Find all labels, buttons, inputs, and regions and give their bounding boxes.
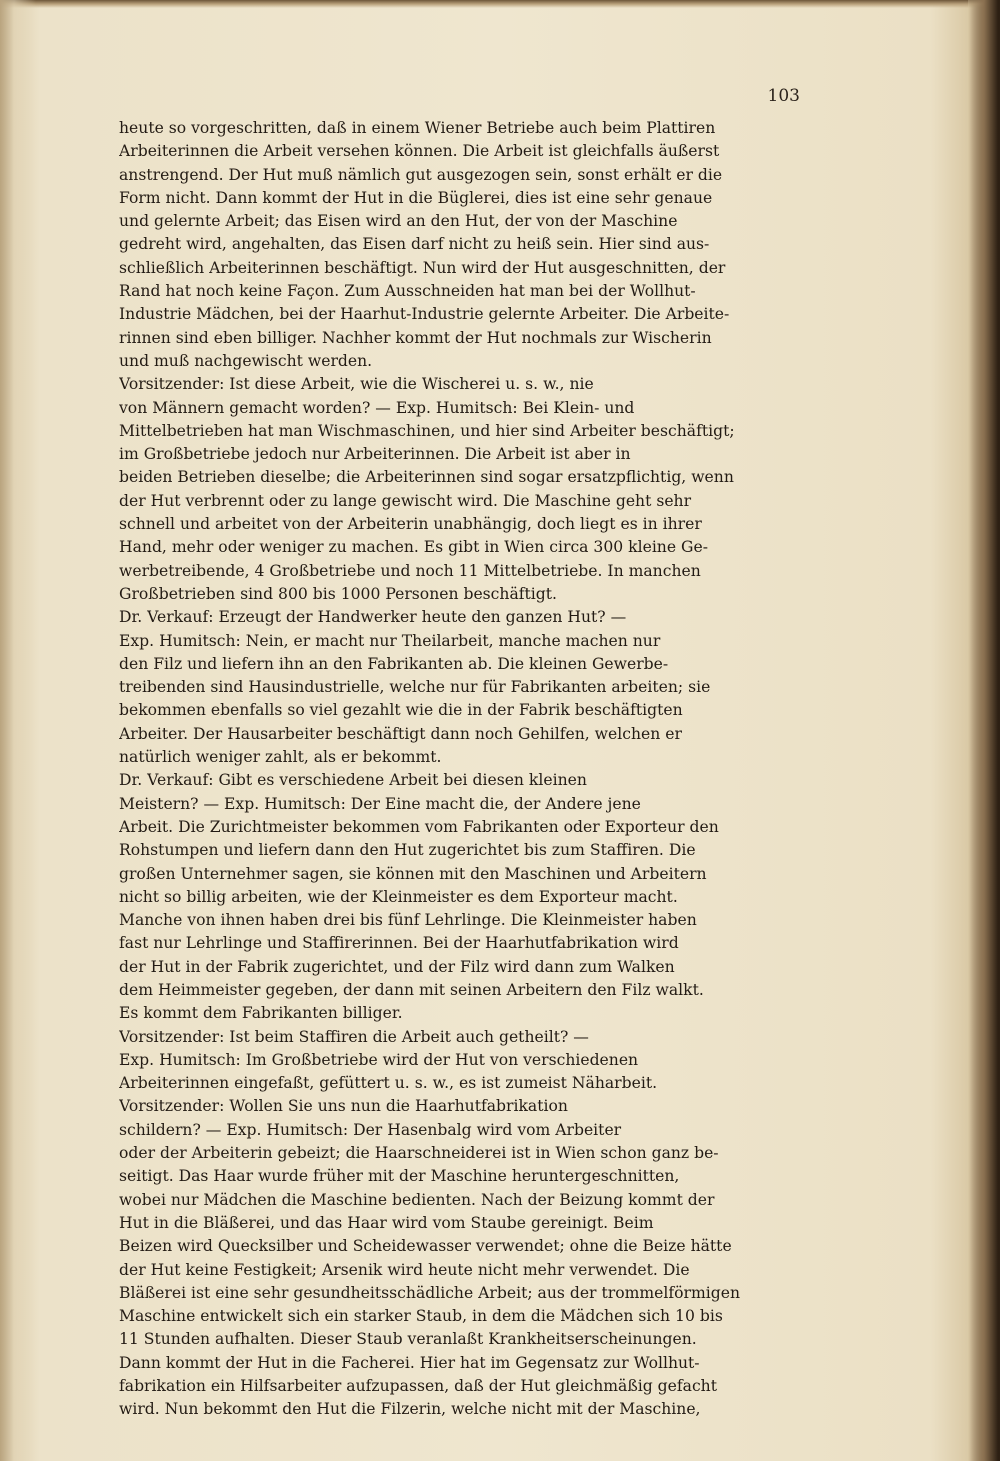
text-line: Großbetrieben sind 800 bis 1000 Personen beschäftigt. bbox=[119, 584, 557, 603]
body-text bbox=[119, 117, 809, 1422]
text-line: von Männern gemacht worden? — Exp. Humitsch: Bei Klein- und bbox=[119, 398, 635, 417]
text-line: 11 Stunden aufhalten. Dieser Staub veranlaßt Krankheitserscheinungen. bbox=[119, 1330, 697, 1349]
text-line: nicht so billig arbeiten, wie der Kleinmeister es dem Exporteur macht. bbox=[119, 887, 678, 906]
page-right-edge bbox=[968, 0, 1000, 1461]
text-line: und muß nachgewischt werden. bbox=[119, 351, 373, 370]
text-line: Dr. Verkauf: Erzeugt der Handwerker heute den ganzen Hut? — bbox=[119, 608, 627, 627]
text-line: schließlich Arbeiterinnen beschäftigt. Nun wird der Hut ausgeschnitten, der bbox=[119, 258, 726, 277]
text-line: großen Unternehmer sagen, sie können mit den Maschinen und Arbeitern bbox=[119, 864, 707, 883]
text-line: treibenden sind Hausindustrielle, welche nur für Fabrikanten arbeiten; sie bbox=[119, 678, 711, 697]
text-line: anstrengend. Der Hut muß nämlich gut ausgezogen sein, sonst erhält er die bbox=[119, 165, 723, 184]
text-line: Meistern? — Exp. Humitsch: Der Eine macht die, der Andere jene bbox=[119, 794, 641, 813]
text-line: Exp. Humitsch: Nein, er macht nur Theilarbeit, manche machen nur bbox=[119, 631, 661, 650]
text-line: Vorsitzender: Wollen Sie uns nun die Haarhutfabrikation bbox=[119, 1097, 568, 1116]
text-line: Arbeiterinnen die Arbeit versehen können. Die Arbeit ist gleichfalls äußerst bbox=[119, 142, 720, 161]
page-top-edge bbox=[0, 0, 1000, 8]
text-line: der Hut verbrennt oder zu lange gewischt wird. Die Maschine geht sehr bbox=[119, 491, 692, 510]
text-line: Beizen wird Quecksilber und Scheidewasser verwendet; ohne die Beize hätte bbox=[119, 1237, 732, 1256]
text-line: gedreht wird, angehalten, das Eisen darf nicht zu heiß sein. Hier sind aus- bbox=[119, 235, 710, 254]
text-line: seitigt. Das Haar wurde früher mit der Maschine heruntergeschnitten, bbox=[119, 1167, 680, 1186]
text-line: schnell und arbeitet von der Arbeiterin unabhängig, doch liegt es in ihrer bbox=[119, 515, 702, 534]
text-line: oder der Arbeiterin gebeizt; die Haarschneiderei ist in Wien schon ganz be- bbox=[119, 1144, 719, 1163]
text-line: bekommen ebenfalls so viel gezahlt wie die in der Fabrik beschäftigten bbox=[119, 701, 683, 720]
text-line: natürlich weniger zahlt, als er bekommt. bbox=[119, 748, 442, 767]
text-line: Manche von ihnen haben drei bis fünf Lehrlinge. Die Kleinmeister haben bbox=[119, 911, 697, 930]
text-line: wird. Nun bekommt den Hut die Filzerin, welche nicht mit der Maschine, bbox=[119, 1400, 701, 1419]
text-line: heute so vorgeschritten, daß in einem Wiener Betriebe auch beim Plattiren bbox=[119, 119, 716, 137]
text-line: und gelernte Arbeit; das Eisen wird an den Hut, der von der Maschine bbox=[119, 212, 678, 231]
text-line: im Großbetriebe jedoch nur Arbeiterinnen. Die Arbeit ist aber in bbox=[119, 445, 631, 464]
text-line: Hut in die Bläßerei, und das Haar wird vom Staube gereinigt. Beim bbox=[119, 1213, 654, 1232]
text-line: Dr. Verkauf: Gibt es verschiedene Arbeit bei diesen kleinen bbox=[119, 771, 587, 790]
text-line: der Hut in der Fabrik zugerichtet, und der Filz wird dann zum Walken bbox=[119, 957, 675, 976]
text-line: rinnen sind eben billiger. Nachher kommt der Hut nochmals zur Wischerin bbox=[119, 328, 712, 347]
text-line: Arbeiterinnen eingefaßt, gefüttert u. s. w., es ist zumeist Näharbeit. bbox=[119, 1074, 658, 1093]
text-line: Exp. Humitsch: Im Großbetriebe wird der Hut von verschiedenen bbox=[119, 1050, 639, 1069]
text-line: der Hut keine Festigkeit; Arsenik wird heute nicht mehr verwendet. Die bbox=[119, 1260, 690, 1279]
text-line: dem Heimmeister gegeben, der dann mit seinen Arbeitern den Filz walkt. bbox=[119, 980, 704, 999]
text-line: Dann kommt der Hut in die Facherei. Hier hat im Gegensatz zur Wollhut- bbox=[119, 1353, 700, 1372]
text-line: schildern? — Exp. Humitsch: Der Hasenbalg wird vom Arbeiter bbox=[119, 1120, 622, 1139]
text-line: Form nicht. Dann kommt der Hut in die Büglerei, dies ist eine sehr genaue bbox=[119, 188, 713, 207]
text-line: fabrikation ein Hilfsarbeiter aufzupassen, daß der Hut gleichmäßig gefacht bbox=[119, 1377, 717, 1396]
text-line: Arbeit. Die Zurichtmeister bekommen vom Fabrikanten oder Exporteur den bbox=[119, 817, 719, 836]
text-line: wobei nur Mädchen die Maschine bedienten. Nach der Beizung kommt der bbox=[119, 1190, 715, 1209]
page-left-edge bbox=[0, 0, 36, 1461]
text-line: Arbeiter. Der Hausarbeiter beschäftigt dann noch Gehilfen, welchen er bbox=[119, 724, 682, 743]
text-line: Vorsitzender: Ist diese Arbeit, wie die Wischerei u. s. w., nie bbox=[119, 375, 594, 394]
text-line: Mittelbetrieben hat man Wischmaschinen, und hier sind Arbeiter beschäftigt; bbox=[119, 421, 735, 440]
text-line: den Filz und liefern ihn an den Fabrikanten ab. Die kleinen Gewerbe- bbox=[119, 654, 669, 673]
text-line: fast nur Lehrlinge und Staffirerinnen. Bei der Haarhutfabrikation wird bbox=[119, 934, 679, 953]
text-line: Industrie Mädchen, bei der Haarhut-Industrie gelernte Arbeiter. Die Arbeite- bbox=[119, 305, 730, 324]
text-line: Hand, mehr oder weniger zu machen. Es gibt in Wien circa 300 kleine Ge- bbox=[119, 538, 708, 557]
text-line: beiden Betrieben dieselbe; die Arbeiterinnen sind sogar ersatzpflichtig, wenn bbox=[119, 468, 734, 487]
text-line: Es kommt dem Fabrikanten billiger. bbox=[119, 1004, 403, 1023]
text-line: Vorsitzender: Ist beim Staffiren die Arbeit auch getheilt? — bbox=[119, 1027, 589, 1046]
text-line: Bläßerei ist eine sehr gesundheitsschädliche Arbeit; aus der trommelförmigen bbox=[119, 1283, 741, 1302]
text-line: Rohstumpen und liefern dann den Hut zugerichtet bis zum Staffiren. Die bbox=[119, 841, 696, 860]
page-number: 103 bbox=[767, 86, 800, 106]
text-line: Rand hat noch keine Façon. Zum Ausschneiden hat man bei der Wollhut- bbox=[119, 282, 696, 301]
text-line: Maschine entwickelt sich ein starker Staub, in dem die Mädchen sich 10 bis bbox=[119, 1307, 723, 1326]
text-line: werbetreibende, 4 Großbetriebe und noch 11 Mittelbetriebe. In manchen bbox=[119, 561, 701, 580]
